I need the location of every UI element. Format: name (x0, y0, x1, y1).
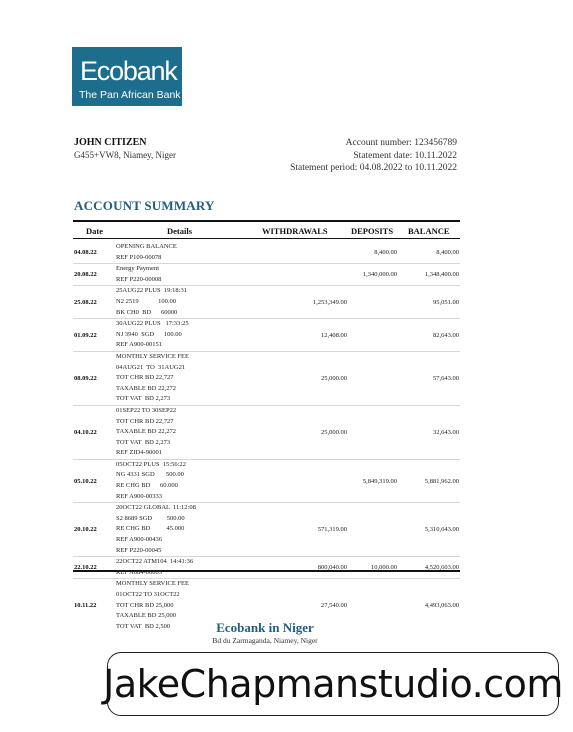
row-detail-line: TAXABLE BD 22,272 (116, 428, 176, 436)
table-row (73, 460, 460, 503)
row-detail-line: TOT VAT BD 2,273 (116, 438, 171, 446)
row-detail-line: RE CHG BD 60.000 (116, 482, 178, 490)
logo-wordmark: Ecobank (80, 56, 177, 86)
header-date: Date (86, 226, 103, 236)
row-detail-line: 05OCT22 PLUS 15:56:22 (116, 460, 186, 468)
row-detail-line: OPENING BALANCE (116, 243, 177, 250)
row-detail-line: REF A084-00005 (116, 568, 163, 576)
row-balance: 1,348,400.00 (424, 271, 459, 279)
row-detail-line: 01SEP22 TO 30SEP22 (116, 406, 177, 414)
row-detail-line: S2 8689 SGD 500.00 (116, 514, 185, 522)
table-row (73, 406, 460, 460)
row-detail-line: TOT VAT BD 2,500 (116, 622, 171, 630)
row-balance: 5,310,643.00 (424, 526, 459, 534)
row-balance: 57,643.00 (433, 374, 459, 382)
row-detail-line: 22OCT22 ATM104 14:41:36 (116, 558, 194, 566)
footer-address: Bd du Zarmaganda, Niamey, Niger (212, 636, 318, 645)
row-withdrawal: 571,319.00 (317, 526, 347, 534)
header-balance: BALANCE (408, 226, 450, 236)
row-details (116, 286, 256, 318)
row-detail-line: REF ZID4-90001 (116, 449, 163, 457)
row-detail-line: BK CH0 BD 60000 (116, 308, 178, 316)
row-withdrawal: 1,253,349.00 (312, 298, 347, 306)
row-date: 04.10.22 (74, 428, 97, 436)
row-detail-line: N2 2519 100.00 (116, 297, 176, 305)
row-balance: 8,400.00 (436, 249, 459, 257)
header-deposits: DEPOSITS (351, 226, 394, 236)
row-date: 08.09.22 (74, 374, 97, 382)
row-detail-line: NJ 3940 SGD 100.00 (116, 330, 182, 338)
row-balance: 32,643.00 (433, 428, 459, 436)
row-deposit (337, 352, 397, 405)
row-detail-line: REF A900-00333 (116, 492, 163, 500)
footer-title: Ecobank in Niger (216, 620, 314, 635)
table-row (73, 286, 460, 319)
row-detail-line: 25AUG22 PLUS 19:18:31 (116, 287, 187, 295)
row-detail-line: REF P109-00078 (116, 253, 162, 261)
row-withdrawal: 25,000.00 (321, 428, 347, 436)
row-balance: 82,643.00 (433, 331, 459, 339)
row-withdrawal: 12,408.00 (321, 331, 347, 339)
row-detail-line: TAXABLE BD 25,000 (116, 612, 176, 620)
row-details (116, 242, 256, 263)
header-withdrawals: WITHDRAWALS (262, 226, 328, 236)
row-detail-line: TOT CHR BD 25,000 (116, 601, 174, 609)
row-detail-line: 04AUG21 TO 31AUG21 (116, 363, 186, 371)
row-detail-line: MONTHLY SERVICE FEE (116, 352, 189, 360)
row-detail-line: REF P220-00008 (116, 275, 162, 283)
row-deposit (337, 319, 397, 351)
row-date: 04.08.22 (74, 249, 97, 257)
row-date: 25.08.22 (74, 298, 97, 306)
account-number: Account number: 123456789 (345, 138, 457, 148)
row-details (116, 264, 256, 285)
row-detail-line: REF P220-00045 (116, 546, 162, 554)
row-detail-line: TOT CHR BD 22,727 (116, 417, 174, 425)
statement-date: Statement date: 10.11.2022 (353, 150, 457, 161)
row-details (116, 406, 256, 459)
row-detail-line: 20OCT22 GLOBAL 11:12:08 (116, 504, 196, 512)
row-detail-line: Energy Payment (116, 265, 160, 273)
table-row (73, 557, 460, 579)
row-balance: 5,881,962.00 (424, 477, 459, 485)
table-row (73, 352, 460, 406)
row-deposit: 1,340,000.00 (362, 271, 397, 279)
watermark-text: JakeChapmanstudio.com (103, 662, 563, 706)
row-deposit: 5,849,319.00 (362, 477, 397, 485)
row-deposit: 8,400.00 (374, 249, 397, 257)
row-details (116, 503, 256, 556)
row-detail-line: REF A900-00436 (116, 536, 163, 544)
row-detail-line: 30AUG22 PLUS 17:33:25 (116, 320, 189, 328)
row-deposit: 10,000.00 (371, 564, 397, 572)
row-detail-line: NG 4331 SGD 500.00 (116, 471, 184, 479)
table-row (73, 503, 460, 557)
row-date: 20.10.22 (74, 526, 97, 534)
header-details: Details (167, 226, 193, 236)
row-detail-line: RE CHG BD 45.000 (116, 525, 185, 533)
row-details (116, 319, 256, 351)
header-rule (73, 238, 460, 239)
row-withdrawal: 25,000.00 (321, 374, 347, 382)
row-detail-line: REF A900-00151 (116, 341, 163, 349)
account-info (290, 137, 457, 175)
row-balance: 95,051.00 (433, 298, 459, 306)
ecobank-logo (72, 47, 182, 106)
table-row (73, 242, 460, 264)
customer-address: G455+VW8, Niamey, Niger (74, 150, 176, 160)
row-detail-line: TAXABLE BD 22,272 (116, 384, 176, 392)
row-detail-line: TOT VAT BD 2,273 (116, 395, 171, 403)
account-summary-title: ACCOUNT SUMMARY (74, 198, 215, 213)
row-deposit (337, 406, 397, 459)
statement-period: Statement period: 04.08.2022 to 10.11.2022 (290, 163, 457, 173)
watermark-banner (103, 652, 563, 716)
row-details (116, 557, 256, 578)
row-detail-line: 01OCT22 TO 31OCT22 (116, 591, 180, 598)
row-date: 01.09.22 (74, 331, 97, 339)
row-balance: 4,493,063.00 (424, 602, 459, 610)
logo-tagline: The Pan African Bank (79, 89, 181, 101)
table-row (73, 264, 460, 286)
row-withdrawal (257, 460, 347, 502)
row-detail-line: TOT CHR BD 22,727 (116, 374, 174, 382)
row-detail-line: MONTHLY SERVICE FEE (116, 580, 189, 588)
row-date: 05.10.22 (74, 477, 97, 485)
row-date: 22.10.22 (74, 564, 97, 572)
table-row (73, 319, 460, 352)
table-body (73, 242, 460, 632)
row-withdrawal (257, 264, 347, 285)
row-withdrawal: 800,040.00 (317, 564, 347, 572)
row-details (116, 460, 256, 502)
row-deposit (337, 503, 397, 556)
row-details (116, 352, 256, 405)
row-withdrawal (257, 242, 347, 263)
customer-name: JOHN CITIZEN (74, 137, 147, 148)
row-withdrawal: 27,540.00 (321, 602, 347, 610)
row-date: 20.08.22 (74, 271, 97, 279)
row-deposit (337, 286, 397, 318)
row-balance: 4,520,603.00 (424, 564, 459, 572)
row-date: 10.11.22 (74, 602, 97, 610)
